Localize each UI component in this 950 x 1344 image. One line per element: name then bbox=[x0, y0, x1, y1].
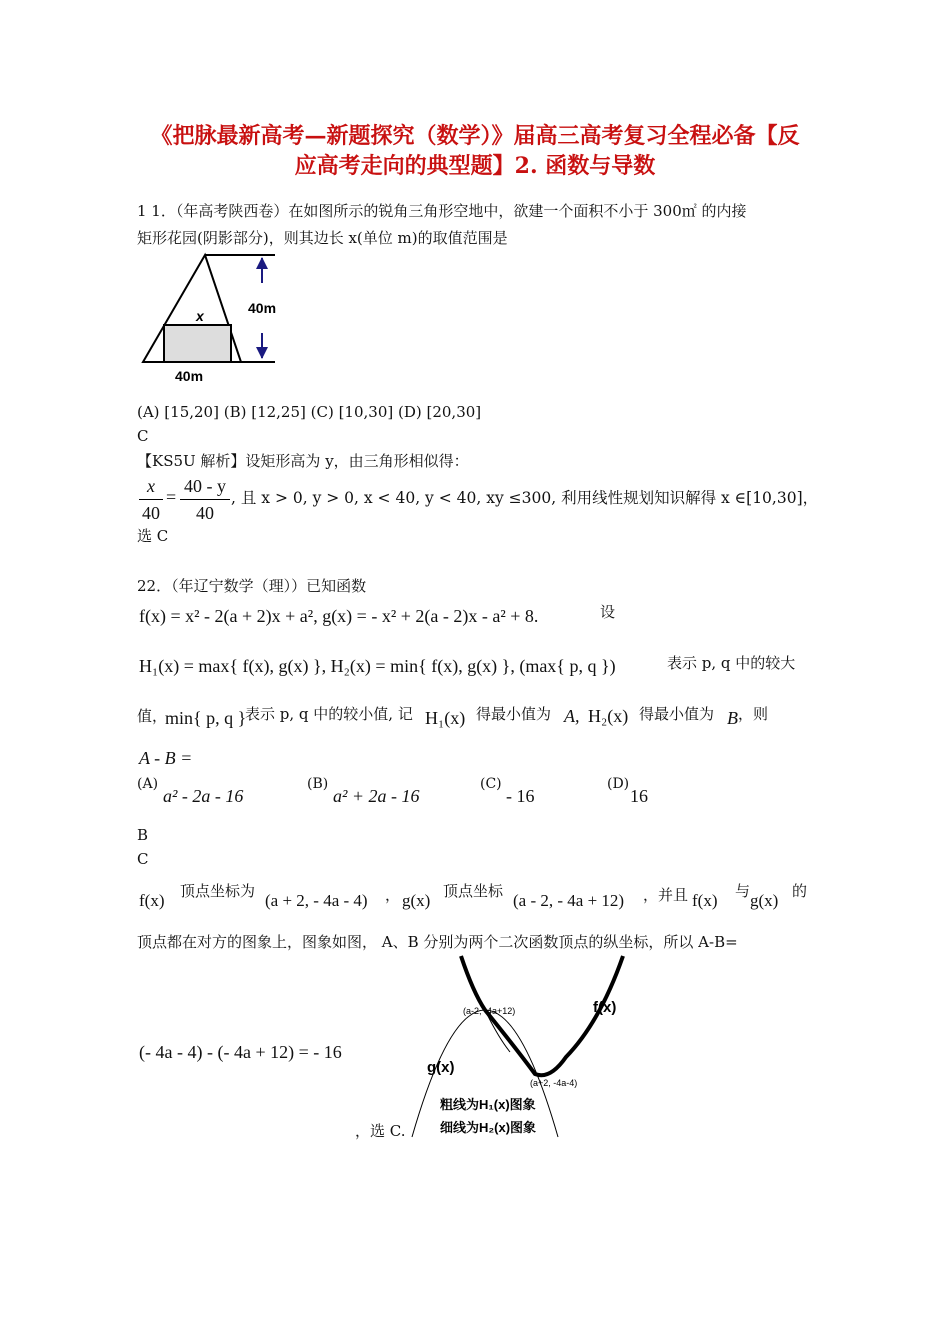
up-arrow-head-icon bbox=[256, 257, 268, 269]
q22-header: 22．（年辽宁数学（理））已知函数 bbox=[137, 577, 367, 595]
q22-option-a-label: (A) bbox=[137, 776, 159, 792]
q22-h2-notation: H₂(x) bbox=[588, 706, 629, 726]
equals-sign: = bbox=[166, 487, 177, 507]
fraction-1-numerator: x bbox=[147, 476, 155, 496]
q22-option-c-label: (C) bbox=[480, 776, 502, 792]
q22-option-a: a² - 2a - 16 bbox=[163, 786, 244, 806]
legend-thin: 细线为H₂(x)图象 bbox=[440, 1120, 537, 1135]
fraction-2-bar bbox=[180, 499, 230, 500]
sol-text-4: ，并且 bbox=[643, 886, 689, 904]
sol-g: g(x) bbox=[402, 891, 431, 910]
q11-conclusion: 选 C bbox=[137, 527, 169, 545]
triangle-garden-figure bbox=[135, 248, 295, 388]
parabola-figure bbox=[410, 952, 650, 1140]
sol-line-2: 顶点都在对方的图象上，图象如图， A、B 分别为两个二次函数顶点的纵坐标，所以 A-B= bbox=[137, 933, 738, 951]
sol-f-vertex: (a + 2, - 4a - 4) bbox=[265, 891, 368, 910]
q22-ask: A - B = bbox=[139, 748, 193, 768]
fraction-2 bbox=[180, 475, 230, 524]
q22-value-text-e: ，则 bbox=[738, 705, 769, 723]
q22-value-text-d: 得最小值为 bbox=[639, 705, 715, 723]
q22-answer-2: C bbox=[137, 850, 149, 868]
q22-min-notation: min{ p, q } bbox=[165, 708, 247, 728]
sol-g-vertex: (a - 2, - 4a + 12) bbox=[513, 891, 625, 910]
q22-function-definitions: f(x) = x² - 2(a + 2)x + a², g(x) = - x² + 2(a - 2)x - a² + 8. bbox=[139, 606, 539, 626]
q22-value-text-b: 表示 p, q 中的较小值, 记 bbox=[245, 705, 413, 723]
q22-A-symbol: A, bbox=[564, 706, 580, 726]
q22-option-d-label: (D) bbox=[607, 776, 630, 792]
shaded-rectangle bbox=[164, 325, 231, 362]
fraction-1 bbox=[139, 475, 163, 524]
q11-analysis: 【KS5U 解析】设矩形高为 y，由三角形相似得： bbox=[137, 452, 469, 470]
sol-text-3: 顶点坐标 bbox=[443, 882, 504, 900]
q22-option-d: 16 bbox=[630, 786, 648, 806]
q22-option-b-label: (B) bbox=[307, 776, 329, 792]
height-label: 40m bbox=[248, 300, 277, 316]
q22-answer-1: B bbox=[137, 826, 149, 844]
sol-text-1: 顶点坐标为 bbox=[180, 882, 256, 900]
sol-text-6: 的 bbox=[792, 882, 808, 900]
sol-text-5: 与 bbox=[735, 882, 751, 900]
q22-func-tail: 设 bbox=[600, 603, 616, 621]
page-title-line-2: 应高考走向的典型题】2. 函数与导数 bbox=[294, 153, 656, 179]
sol-g-2: g(x) bbox=[750, 891, 779, 910]
q22-option-b: a² + 2a - 16 bbox=[333, 786, 420, 806]
f-label: f(x) bbox=[593, 999, 617, 1016]
page-title-line-1: 《把脉最新高考—新题探究（数学）》届高三高考复习全程必备【反 bbox=[150, 123, 800, 149]
g-label: g(x) bbox=[427, 1059, 455, 1076]
sol-conclusion: ，选 C. bbox=[355, 1122, 406, 1140]
q11-answer: C bbox=[137, 427, 149, 445]
top-vertex-label: (a-2, -4a+12) bbox=[463, 1006, 516, 1016]
bottom-vertex-label: (a+2, -4a-4) bbox=[530, 1078, 578, 1088]
fraction-2-denominator: 40 bbox=[196, 503, 214, 523]
q11-conditions: , 且 x > 0, y > 0, x < 40, y < 40, xy ≤300, 利用线性规划知识解得 x ∈[10,30]， bbox=[231, 489, 819, 507]
q22-h1-notation: H₁(x) bbox=[425, 708, 466, 728]
q11-text-line-1: 1 1．（年高考陕西卷）在如图所示的锐角三角形空地中，欲建一个面积不小于 300㎡ 的内接 bbox=[137, 202, 747, 220]
base-label: 40m bbox=[175, 368, 204, 384]
q22-B-symbol: B bbox=[727, 708, 738, 728]
sol-text-2: ， bbox=[385, 886, 401, 904]
q22-h-tail: 表示 p, q 中的较大 bbox=[667, 654, 796, 672]
legend-thick: 粗线为H₁(x)图象 bbox=[440, 1097, 536, 1112]
q22-value-prefix: 值， bbox=[137, 707, 168, 725]
q22-option-c: - 16 bbox=[506, 786, 535, 806]
fraction-2-numerator: 40 - y bbox=[184, 476, 226, 496]
h1-left-branch bbox=[461, 956, 485, 1010]
down-arrow-head-icon bbox=[256, 347, 268, 359]
q22-value-text-c: 得最小值为 bbox=[476, 705, 552, 723]
q11-text-line-2: 矩形花园(阴影部分)，则其边长 x(单位 m)的取值范围是 bbox=[137, 229, 508, 247]
q22-h-definitions: H₁(x) = max{ f(x), g(x) }, H₂(x) = min{ f(x), g(x) }, (max{ p, q }) bbox=[139, 656, 616, 676]
x-label: x bbox=[196, 308, 204, 324]
q11-options: (A) [15,20] (B) [12,25] (C) [10,30] (D) [20,30] bbox=[137, 403, 482, 421]
sol-calculation: (- 4a - 4) - (- 4a + 12) = - 16 bbox=[139, 1042, 342, 1062]
sol-f: f(x) bbox=[139, 891, 165, 910]
fraction-1-bar bbox=[139, 499, 163, 500]
sol-f-2: f(x) bbox=[692, 891, 718, 910]
fraction-1-denominator: 40 bbox=[142, 503, 160, 523]
